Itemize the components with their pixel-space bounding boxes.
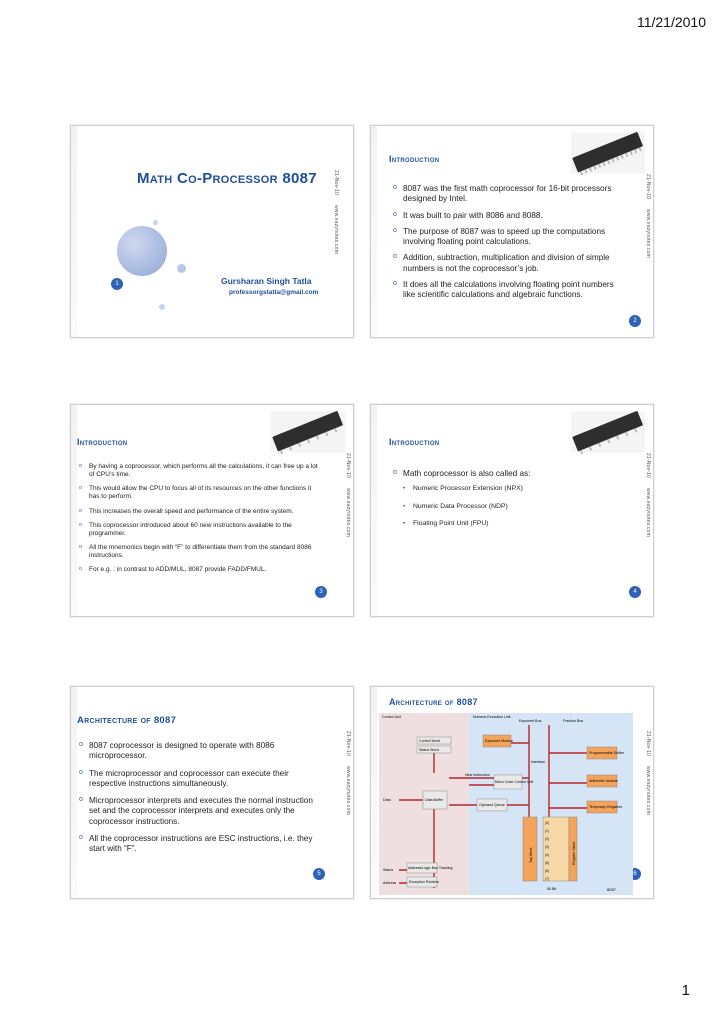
deco-circle-tiny bbox=[159, 304, 165, 310]
deco-circle-large bbox=[117, 226, 167, 276]
label-control-unit: Control Unit bbox=[382, 715, 401, 719]
label-status: Status bbox=[383, 868, 394, 872]
label-exp-module: Exponent Module bbox=[485, 739, 513, 743]
label-new-instruction: New Instruction bbox=[465, 773, 490, 777]
label-exception: Exception Pointers bbox=[409, 880, 439, 884]
label-prog-shifter: Programmable Shifter bbox=[589, 751, 624, 755]
slide-number: 1 bbox=[111, 278, 123, 290]
slide-title: Math Co-Processor 8087 bbox=[137, 170, 317, 187]
slide-3 bbox=[70, 404, 354, 617]
slide-4 bbox=[370, 404, 654, 617]
side-site: www.eazynotes.com bbox=[345, 766, 351, 816]
slide-number: 2 bbox=[629, 315, 641, 327]
side-footer bbox=[645, 453, 651, 547]
side-footer bbox=[345, 453, 351, 547]
slide-number: 3 bbox=[315, 586, 327, 598]
bullet-list bbox=[79, 463, 319, 574]
side-date: 21-Nov-10 bbox=[345, 731, 351, 757]
list-item: o For e.g. : in contrast to ADD/MUL, 8087 provide FADD/FMUL. bbox=[79, 566, 319, 574]
slide-title: Introduction bbox=[389, 437, 440, 447]
chip-image bbox=[569, 409, 647, 455]
side-footer bbox=[645, 731, 651, 825]
page-number: 1 bbox=[681, 982, 690, 999]
slide-title: Architecture of 8087 bbox=[77, 715, 177, 726]
side-footer bbox=[645, 174, 651, 268]
list-item: o This increases the overall speed and performance of the entire system. bbox=[79, 508, 319, 516]
bullet-list bbox=[79, 741, 319, 854]
list-item: o The microprocessor and coprocessor can execute their respective instructions simultaneously. bbox=[79, 769, 319, 790]
sub-list bbox=[403, 485, 619, 528]
label-temp-regs: Temporary Registers bbox=[589, 805, 623, 809]
slide-1 bbox=[70, 125, 354, 338]
list-item: o It does all the calculations involving floating point numbers like scientific calculations and algebraic functions. bbox=[393, 280, 619, 301]
slide-title: Introduction bbox=[77, 437, 128, 447]
list-item: o This coprocessor introduced about 60 new instructions available to the programmer. bbox=[79, 522, 319, 538]
slide-title: Architecture of 8087 bbox=[389, 697, 478, 707]
list-item: o This would allow the CPU to focus all of its resources on the other functions it has to perform. bbox=[79, 485, 319, 501]
label-address: Address bbox=[383, 881, 397, 885]
author-email: professorgstatla@gmail.com bbox=[229, 289, 319, 296]
reg-label: (4) bbox=[545, 853, 549, 857]
reg-label: (1) bbox=[545, 829, 549, 833]
side-date: 21-Nov-10 bbox=[645, 174, 651, 200]
reg-label: (6) bbox=[545, 869, 549, 873]
side-date: 21-Nov-10 bbox=[645, 731, 651, 757]
bullet-list bbox=[393, 469, 619, 529]
sub-item: • Floating Point Unit (FPU) bbox=[403, 520, 619, 528]
lead-text: Math coprocessor is also called as: bbox=[403, 469, 531, 478]
label-arith: Arithmetic Module bbox=[589, 779, 618, 783]
header-date: 11/21/2010 bbox=[636, 14, 706, 30]
chip-image bbox=[569, 130, 647, 176]
architecture-diagram bbox=[379, 713, 633, 895]
author-name: Gursharan Singh Tatla bbox=[221, 276, 312, 286]
label-frac-bus: Fraction Bus bbox=[563, 719, 584, 723]
slide-5 bbox=[70, 686, 354, 899]
label-width: 80 Bit bbox=[547, 887, 557, 891]
side-site: www.eazynotes.com bbox=[645, 209, 651, 259]
side-site: www.eazynotes.com bbox=[645, 488, 651, 538]
side-site: www.eazynotes.com bbox=[345, 488, 351, 538]
reg-label: (3) bbox=[545, 845, 549, 849]
label-tag-word: Tag Word bbox=[529, 847, 533, 863]
list-item: o By having a coprocessor, which performs all the calculations, it can free up a lot of CPU’s time. bbox=[79, 463, 319, 479]
slide-number: 6 bbox=[629, 868, 641, 880]
list-item: o Addition, subtraction, multiplication and division of simple numbers is not the coprocessor’s job. bbox=[393, 253, 619, 274]
label-neu: Numeric Execution Unit bbox=[473, 715, 511, 719]
slide-number: 4 bbox=[629, 586, 641, 598]
label-data: Data bbox=[383, 798, 391, 802]
list-item: o It was built to pair with 8086 and 8088. bbox=[393, 211, 619, 221]
label-reg-stack: Register Stack bbox=[572, 841, 576, 865]
slide-2 bbox=[370, 125, 654, 338]
side-footer bbox=[345, 731, 351, 825]
sub-item: • Numeric Processor Extension (NPX) bbox=[403, 485, 619, 493]
label-addr-bus-track: Address/Logic Bus Tracking bbox=[408, 866, 453, 870]
slide-number: 5 bbox=[313, 868, 325, 880]
reg-label: (5) bbox=[545, 861, 549, 865]
slide-title: Introduction bbox=[389, 154, 440, 164]
list-item: o 8087 coprocessor is designed to operate with 8086 microprocessor. bbox=[79, 741, 319, 762]
reg-label: (0) bbox=[545, 821, 549, 825]
list-item bbox=[393, 469, 619, 529]
label-data-buffer: Data Buffer bbox=[425, 798, 444, 802]
side-date: 21-Nov-10 bbox=[345, 453, 351, 479]
side-footer bbox=[333, 170, 339, 264]
label-control-word: Control Word bbox=[419, 739, 441, 743]
reg-label: (2) bbox=[545, 837, 549, 841]
reg-label: (7) bbox=[545, 877, 549, 881]
label-exp-bus: Exponent Bus bbox=[519, 719, 542, 723]
label-micro-code: Micro Code Control Unit bbox=[495, 780, 534, 784]
side-date: 21-Nov-10 bbox=[333, 170, 339, 196]
deco-circle-small bbox=[177, 264, 186, 273]
slide-6 bbox=[370, 686, 654, 899]
chip-image bbox=[269, 409, 347, 455]
list-item: o 8087 was the first math coprocessor for 16-bit processors designed by Intel. bbox=[393, 184, 619, 205]
label-interface: Interface bbox=[531, 760, 545, 764]
side-site: www.eazynotes.com bbox=[333, 205, 339, 255]
label-status-word: Status Word bbox=[419, 748, 439, 752]
deco-circle-top bbox=[153, 220, 158, 225]
label-operand-queue: Operand Queue bbox=[479, 803, 505, 807]
side-date: 21-Nov-10 bbox=[645, 453, 651, 479]
sub-item: • Numeric Data Processor (NDP) bbox=[403, 503, 619, 511]
list-item: o The purpose of 8087 was to speed up the computations involving floating point calculations. bbox=[393, 227, 619, 248]
bullet-list bbox=[393, 184, 619, 300]
side-site: www.eazynotes.com bbox=[645, 766, 651, 816]
list-item: o Microprocessor interprets and executes the normal instruction set and the coprocessor interprets and executes only the coprocessor instructions. bbox=[79, 796, 319, 827]
label-chip: 8087 bbox=[607, 887, 616, 892]
list-item: o All the coprocessor instructions are ESC instructions, i.e. they start with “F”. bbox=[79, 834, 319, 855]
list-item: o All the mnemonics begin with “F” to differentiate them from the standard 8086 instructions. bbox=[79, 544, 319, 560]
